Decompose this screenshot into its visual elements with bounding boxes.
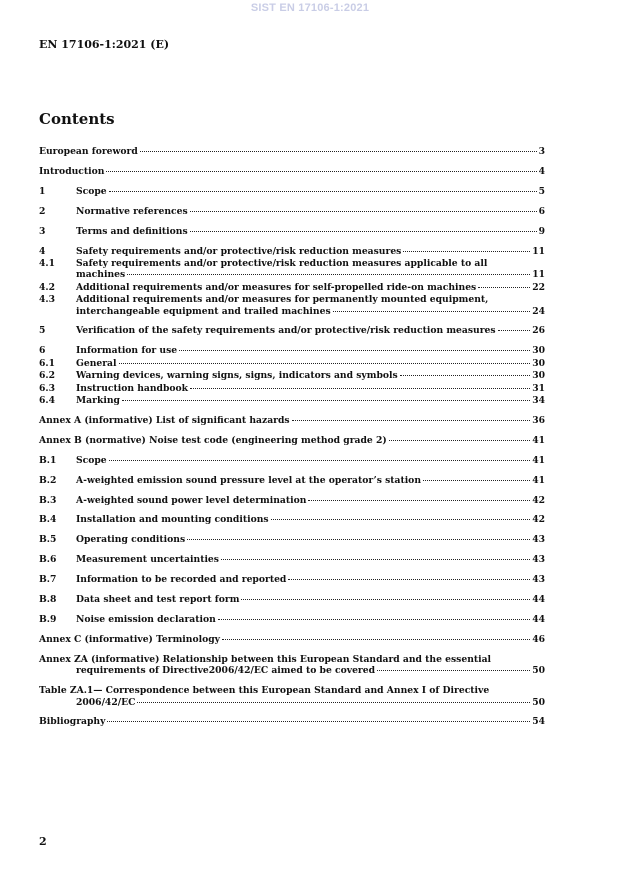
toc-entry-b-8[interactable]: B.8 Data sheet and test report form 44 <box>39 594 545 606</box>
document-id: EN 17106-1:2021 (E) <box>39 38 170 51</box>
page-title: Contents <box>39 110 115 128</box>
toc-entry-4-2[interactable]: 4.2 Additional requirements and/or measures for self-propelled ride-on machines 22 <box>39 281 545 293</box>
toc-entry-b-4[interactable]: B.4 Installation and mounting conditions 42 <box>39 514 545 526</box>
toc-entry-1[interactable]: 1 Scope 5 <box>39 185 545 197</box>
toc-entry-6-4[interactable]: 6.4 Marking 34 <box>39 395 545 406</box>
toc-entry-b-9[interactable]: B.9 Noise emission declaration 44 <box>39 613 545 625</box>
toc-entry-2[interactable]: 2 Normative references 6 <box>39 205 545 217</box>
toc-entry-3[interactable]: 3 Terms and definitions 9 <box>39 225 545 237</box>
toc-entry-annex-c[interactable]: Annex C (informative) Terminology 46 <box>39 633 545 645</box>
toc-entry-bibliography[interactable]: Bibliography 54 <box>39 716 545 728</box>
toc-entry-b-1[interactable]: B.1 Scope 41 <box>39 454 545 466</box>
toc-entry-6[interactable]: 6 Information for use 30 <box>39 345 545 357</box>
toc-entry-6-2[interactable]: 6.2 Warning devices, warning signs, signs, indicators and symbols 30 <box>39 370 545 382</box>
page-number: 2 <box>39 835 47 848</box>
toc-entry-foreword[interactable]: European foreword 3 <box>39 146 545 157</box>
toc-entry-table-za1[interactable]: Table ZA.1— Correspondence between this European Standard and Annex I of Directive 2006/42/EC 50 <box>39 685 545 708</box>
toc-entry-b-7[interactable]: B.7 Information to be recorded and reported 43 <box>39 574 545 586</box>
toc-entry-4-3[interactable]: 4.3 Additional requirements and/or measures for permanently mounted equipment, interchangeable equipment and trailed machines 24 <box>39 294 545 317</box>
table-of-contents <box>39 146 545 728</box>
toc-entry-b-6[interactable]: B.6 Measurement uncertainties 43 <box>39 554 545 566</box>
toc-entry-annex-a[interactable]: Annex A (informative) List of significant hazards 36 <box>39 414 545 426</box>
toc-entry-b-3[interactable]: B.3 A-weighted sound power level determination 42 <box>39 494 545 506</box>
toc-entry-6-1[interactable]: 6.1 General 30 <box>39 357 545 369</box>
toc-entry-b-5[interactable]: B.5 Operating conditions 43 <box>39 534 545 546</box>
toc-entry-annex-za[interactable]: Annex ZA (informative) Relationship between this European Standard and the essential requirements of Directive2006/42/EC aimed to be covered 50 <box>39 653 545 677</box>
toc-entry-6-3[interactable]: 6.3 Instruction handbook 31 <box>39 382 545 394</box>
toc-entry-annex-b[interactable]: Annex B (normative) Noise test code (engineering method grade 2) 41 <box>39 434 545 446</box>
watermark: SIST EN 17106-1:2021 <box>250 2 370 14</box>
toc-entry-5[interactable]: 5 Verification of the safety requirements and/or protective/risk reduction measures 26 <box>39 325 545 337</box>
toc-entry-4-1[interactable]: 4.1 Safety requirements and/or protective/risk reduction measures applicable to all machines 11 <box>39 257 545 281</box>
toc-entry-introduction[interactable]: Introduction 4 <box>39 165 545 177</box>
toc-entry-b-2[interactable]: B.2 A-weighted emission sound pressure level at the operator’s station 41 <box>39 474 545 486</box>
toc-entry-4[interactable]: 4 Safety requirements and/or protective/risk reduction measures 11 <box>39 245 545 257</box>
